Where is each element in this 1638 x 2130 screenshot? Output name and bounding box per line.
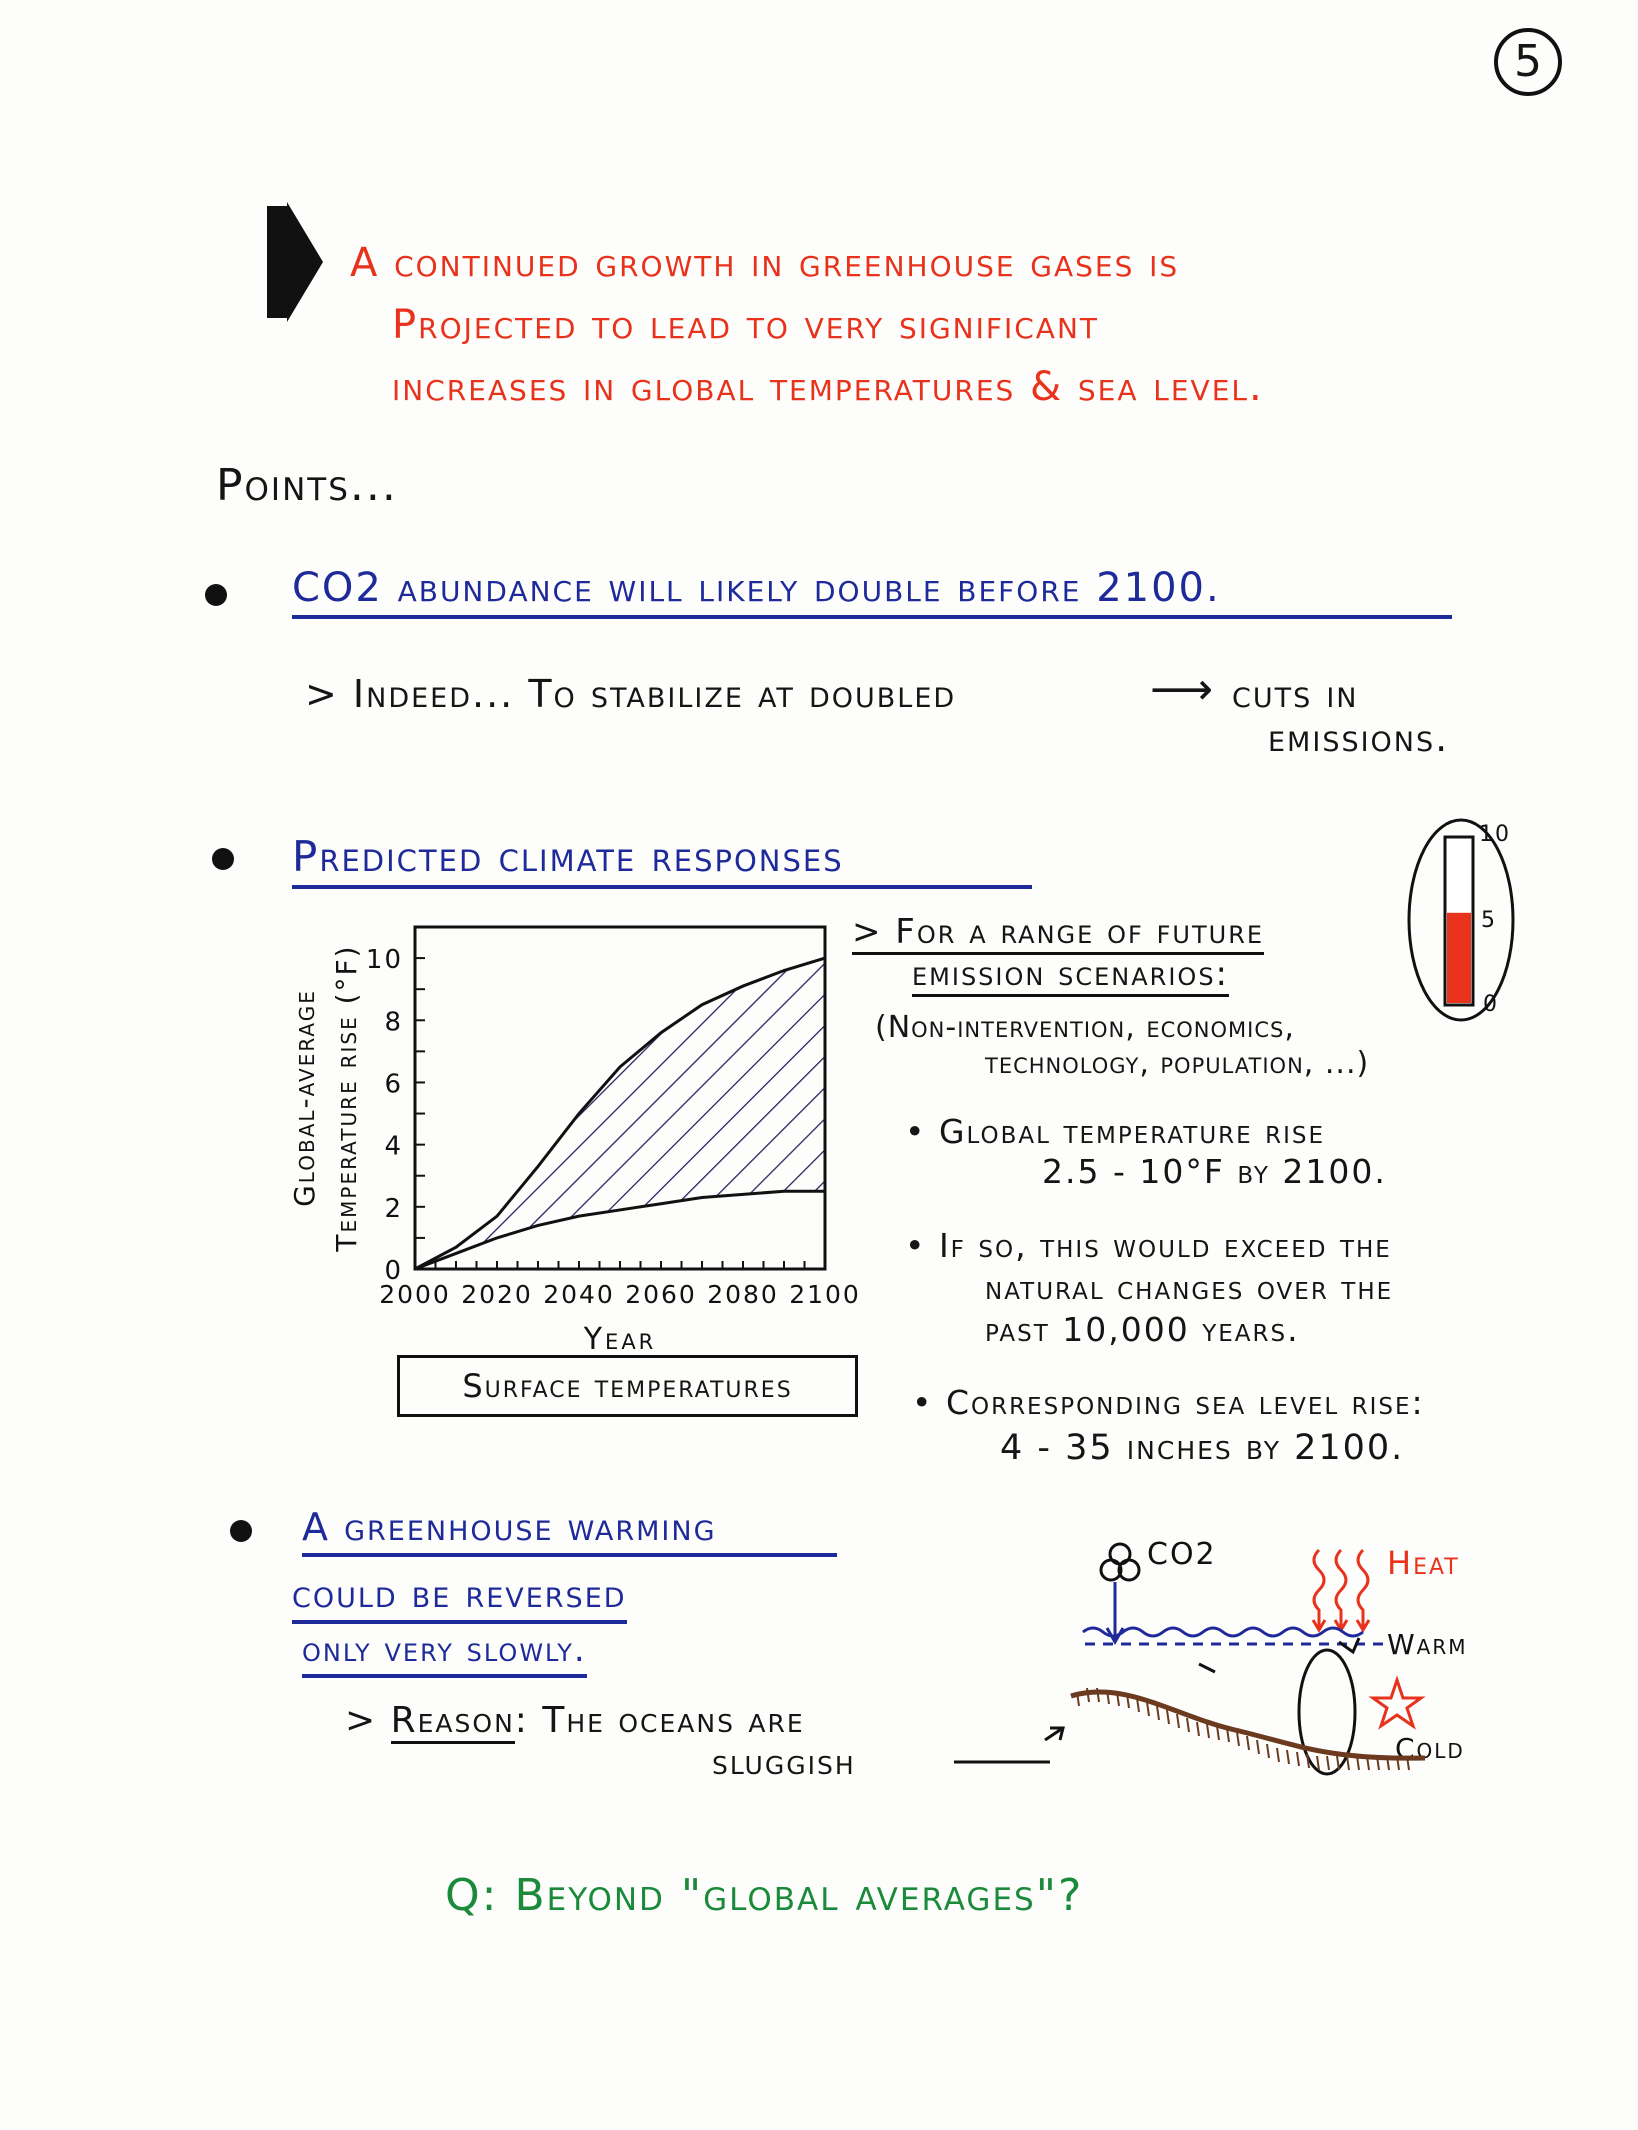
thermometer-label-10: 10 <box>1479 822 1511 847</box>
chart-range-band <box>415 958 825 1269</box>
temp-rise-line-1: • Global temperature rise <box>905 1112 1326 1151</box>
climate-heading: Predicted climate responses <box>292 832 1032 889</box>
page-number: 5 <box>1514 36 1542 87</box>
exceed-line-3: past 10,000 years. <box>985 1310 1300 1349</box>
bullet-dot <box>212 848 234 870</box>
co2-molecule-icon <box>1101 1544 1139 1580</box>
y-tick-label-8: 8 <box>384 1007 403 1038</box>
thermometer-icon <box>1405 815 1525 1025</box>
scenarios-paren-1: (Non-intervention, economics, <box>875 1010 1295 1045</box>
scenarios-paren-2: technology, population, ...) <box>985 1046 1370 1081</box>
scenarios-line-1-text: > For a range of future <box>852 912 1264 955</box>
x-tick-label-2020: 2020 <box>461 1280 533 1309</box>
thermometer-label-5: 5 <box>1481 908 1497 933</box>
star-icon <box>1373 1680 1421 1726</box>
headline-line-3: increases in global temperatures & sea level. <box>392 364 1264 410</box>
y-tick-label-2: 2 <box>384 1193 403 1224</box>
x-tick-label-2100: 2100 <box>789 1280 861 1309</box>
sea-level-line-2: 4 - 35 inches by 2100. <box>1000 1428 1405 1468</box>
page-number-circle <box>1494 28 1562 96</box>
scenarios-line-2: emission scenarios: <box>912 954 1229 997</box>
scenarios-line-1 <box>852 912 1264 952</box>
x-tick-label-2040: 2040 <box>543 1280 615 1309</box>
bullet-dot <box>205 584 227 606</box>
arrow-right-icon <box>265 202 325 322</box>
ocean-diagram <box>1065 1530 1525 1800</box>
cold-label: Cold <box>1395 1732 1465 1765</box>
bullet-dot <box>230 1520 252 1542</box>
exceed-line-1: • If so, this would exceed the <box>905 1226 1392 1265</box>
x-tick-label-2080: 2080 <box>707 1280 779 1309</box>
reason-label: Reason <box>391 1700 515 1744</box>
headline-line-1: A continued growth in greenhouse gases is <box>350 240 1180 286</box>
reason-prefix: > <box>345 1700 391 1741</box>
y-tick-label-0: 0 <box>384 1256 403 1286</box>
co2-arrow: ⟶ <box>1150 664 1214 715</box>
y-tick-label-6: 6 <box>384 1069 403 1100</box>
heat-squiggles-icon <box>1313 1550 1369 1630</box>
y-tick-label-10: 10 <box>365 945 403 976</box>
x-tick-label-2000: 2000 <box>379 1280 451 1309</box>
temperature-chart <box>270 895 890 1355</box>
headline-line-2: Projected to lead to very significant <box>392 302 1099 348</box>
reason-line <box>345 1700 805 1741</box>
co2-sub-3: emissions. <box>1268 716 1450 760</box>
chart-title-box <box>397 1355 858 1417</box>
y-axis-label-2: Temperature rise (°F) <box>330 944 363 1252</box>
arrow-to-ocean-icon <box>950 1722 1070 1772</box>
co2-heading: CO2 abundance will likely double before 2100. <box>292 565 1452 619</box>
reason-text: : The oceans are <box>514 1700 805 1741</box>
warm-label: Warm <box>1387 1628 1468 1661</box>
y-tick-label-4: 4 <box>384 1131 403 1162</box>
x-tick-label-2060: 2060 <box>625 1280 697 1309</box>
reversal-heading-2: could be reversed <box>292 1572 627 1624</box>
chart-title: Surface temperatures <box>462 1367 793 1405</box>
closing-question: Q: Beyond "global averages"? <box>445 1870 1084 1921</box>
reversal-heading-1: A greenhouse warming <box>302 1505 837 1557</box>
reversal-heading-3: only very slowly. <box>302 1630 587 1678</box>
x-axis-label: Year <box>583 1322 657 1355</box>
co2-sub-1: > Indeed... To stabilize at doubled <box>305 672 957 716</box>
exceed-line-2: natural changes over the <box>985 1268 1394 1307</box>
heat-label: Heat <box>1387 1544 1460 1582</box>
sea-level-line-1: • Corresponding sea level rise: <box>912 1383 1425 1422</box>
reason-text-2: sluggish <box>712 1742 856 1783</box>
y-axis-label-1: Global-average <box>288 989 321 1207</box>
points-title: Points... <box>216 460 398 511</box>
co2-sub-2: cuts in <box>1232 672 1359 716</box>
thermometer-label-0: 0 <box>1483 992 1499 1017</box>
temp-rise-line-2: 2.5 - 10°F by 2100. <box>1042 1152 1387 1191</box>
co2-label: CO2 <box>1147 1537 1217 1572</box>
